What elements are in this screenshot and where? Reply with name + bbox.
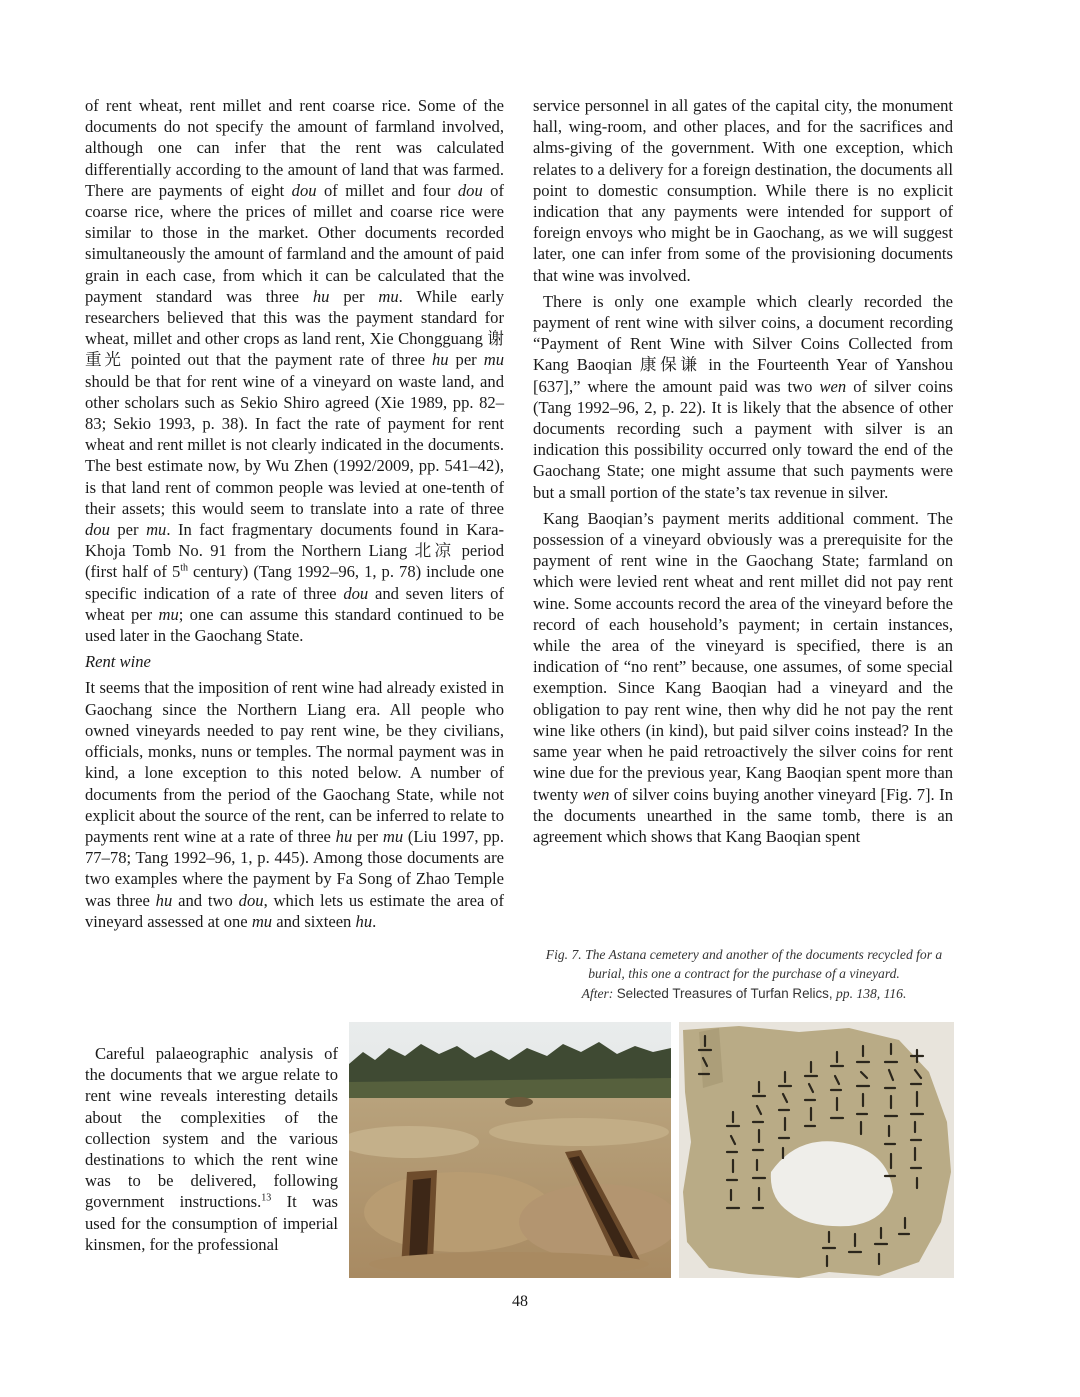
- left-column-narrow: [85, 1043, 338, 1255]
- section-heading-rent-wine: Rent wine: [85, 652, 151, 672]
- right-column: [533, 95, 953, 847]
- left-paragraph-1: of rent wheat, rent millet and rent coarse rice. Some of the documents do not specify the amount of farmland involved, although one can infer that the rent was calculated differentially according to the amount of land that was farmed. There are payments of eight dou of millet and four dou of coarse rice, where the prices of millet and coarse rice were similar to those in the market. Other documents recorded simultaneously the amount of farmland and the amount of paid grain in each case, from which it can be calculated that the payment standard was three hu per mu. While early researchers believed that this was the payment standard for wheat, millet and other crops as land rent, Xie Chongguang 谢重光 pointed out that the payment rate of three hu per mu should be that for rent wine of a vineyard on waste land, and other scholars such as Sekio Shiro agreed (Xie 1989, pp. 82–83; Sekio 1993, p. 38). In fact the rate of payment for rent wheat and rent millet is not clearly indicated in the documents. The best estimate now, by Wu Zhen (1992/2009, pp. 541–42), is that land rent of common people was levied at one-tenth of their assets; this would seem to translate into a rate of three dou per mu. In fact fragmentary documents found in Kara-Khoja Tomb No. 91 from the Northern Liang 北凉 period (first half of 5th century) (Tang 1992–96, 1, p. 78) include one specific indication of a rate of three dou and seven liters of wheat per mu; one can assume this standard continued to be used later in the Gaochang State.: [85, 96, 505, 646]
- page-number: 48: [512, 1293, 528, 1310]
- right-paragraph-2: There is only one example which clearly recorded the payment of rent wine with silver coins, a document recording “Payment of Rent Wine with Silver Coins Collected from Kang Baoqian 康保谦 in the Fourteenth Year of Yanshou [637],” where the amount paid was two wen of silver coins (Tang 1992–96, 2, p. 22). It is likely that the absence of other documents recording such a payment with silver is an indication this possibility occurred only toward the end of the Gaochang State; one might assume that such payments were but a small portion of the state’s tax revenue in silver.: [533, 291, 953, 502]
- astana-cemetery-photo: [349, 1022, 671, 1278]
- caption-text: Fig. 7. The Astana cemetery and another of the documents recycled for a burial, this one a contract for the purchase of a vineyard.: [545, 947, 943, 982]
- caption-after-label: After:: [581, 985, 614, 1001]
- left-paragraph-3: Careful palaeographic analysis of the documents that we argue relate to rent wine reveals interesting details about the complexities of the collection system and the various destinations to which the rent wine was to be delivered, following government instructions.$^{13}$ It was used for the consumption of imperial kinsmen, for the professional: [85, 1044, 338, 1254]
- right-paragraph-1: service personnel in all gates of the capital city, the monument hall, wing-room, and other places, and for the sacrifices and alms-giving of the government. With one exception, which relates to a delivery for a foreign destination, the documents all point to domestic consumption. While there is no explicit indication that any payments were intended for support of foreign envoys who might be in Gaochang, as we will suggest later, one can infer from some of the provisioning documents that wine was involved.: [533, 96, 953, 285]
- left-paragraph-2: It seems that the imposition of rent wine had already existed in Gaochang since the Northern Liang era. All people who owned vineyards needed to pay rent wine, be they civilians, officials, monks, nuns or temples. The normal payment was in kind, a lone exception to this noted below. A number of documents from the period of the Gaochang State, while not explicit about the source of the rent, can be inferred to relate to payments rent wine at a rate of three hu per mu (Liu 1997, pp. 77–78; Tang 1992–96, 1, p. 445). Among those documents are two examples where the payment by Fa Song of Zhao Temple was three hu and two dou, which lets us estimate the area of vineyard assessed at one mu and sixteen hu.: [85, 678, 505, 931]
- left-column: [85, 95, 504, 932]
- caption-source-title: Selected Treasures of Turfan Relics,: [616, 985, 833, 1001]
- caption-pages: pp. 138, 116.: [836, 985, 907, 1001]
- vineyard-contract-document-image: [679, 1022, 954, 1278]
- figure-caption: [533, 945, 955, 1003]
- right-paragraph-3: Kang Baoqian’s payment merits additional comment. The possession of a vineyard obviously was a prerequisite for the payment of rent wine in the Gaochang State; farmland on which were levied rent wheat and rent millet did not pay rent wine. Some accounts record the area of the vineyard before the record of each household’s payment; in certain instances, while the area of the vineyard is specified, there is an indication of “no rent” because, one assumes, of some special exemption. Since Kang Baoqian had a vineyard and the obligation to pay rent wine, then why did he not pay the rent wine like others (in kind), but paid silver coins instead? In the same year when he paid retroactively the silver coins for rent wine due for the previous year, Kang Baoqian spent more than twenty wen of silver coins buying another vineyard [Fig. 7]. In the documents unearthed in the same tomb, there is an agreement which shows that Kang Baoqian spent: [533, 508, 954, 846]
